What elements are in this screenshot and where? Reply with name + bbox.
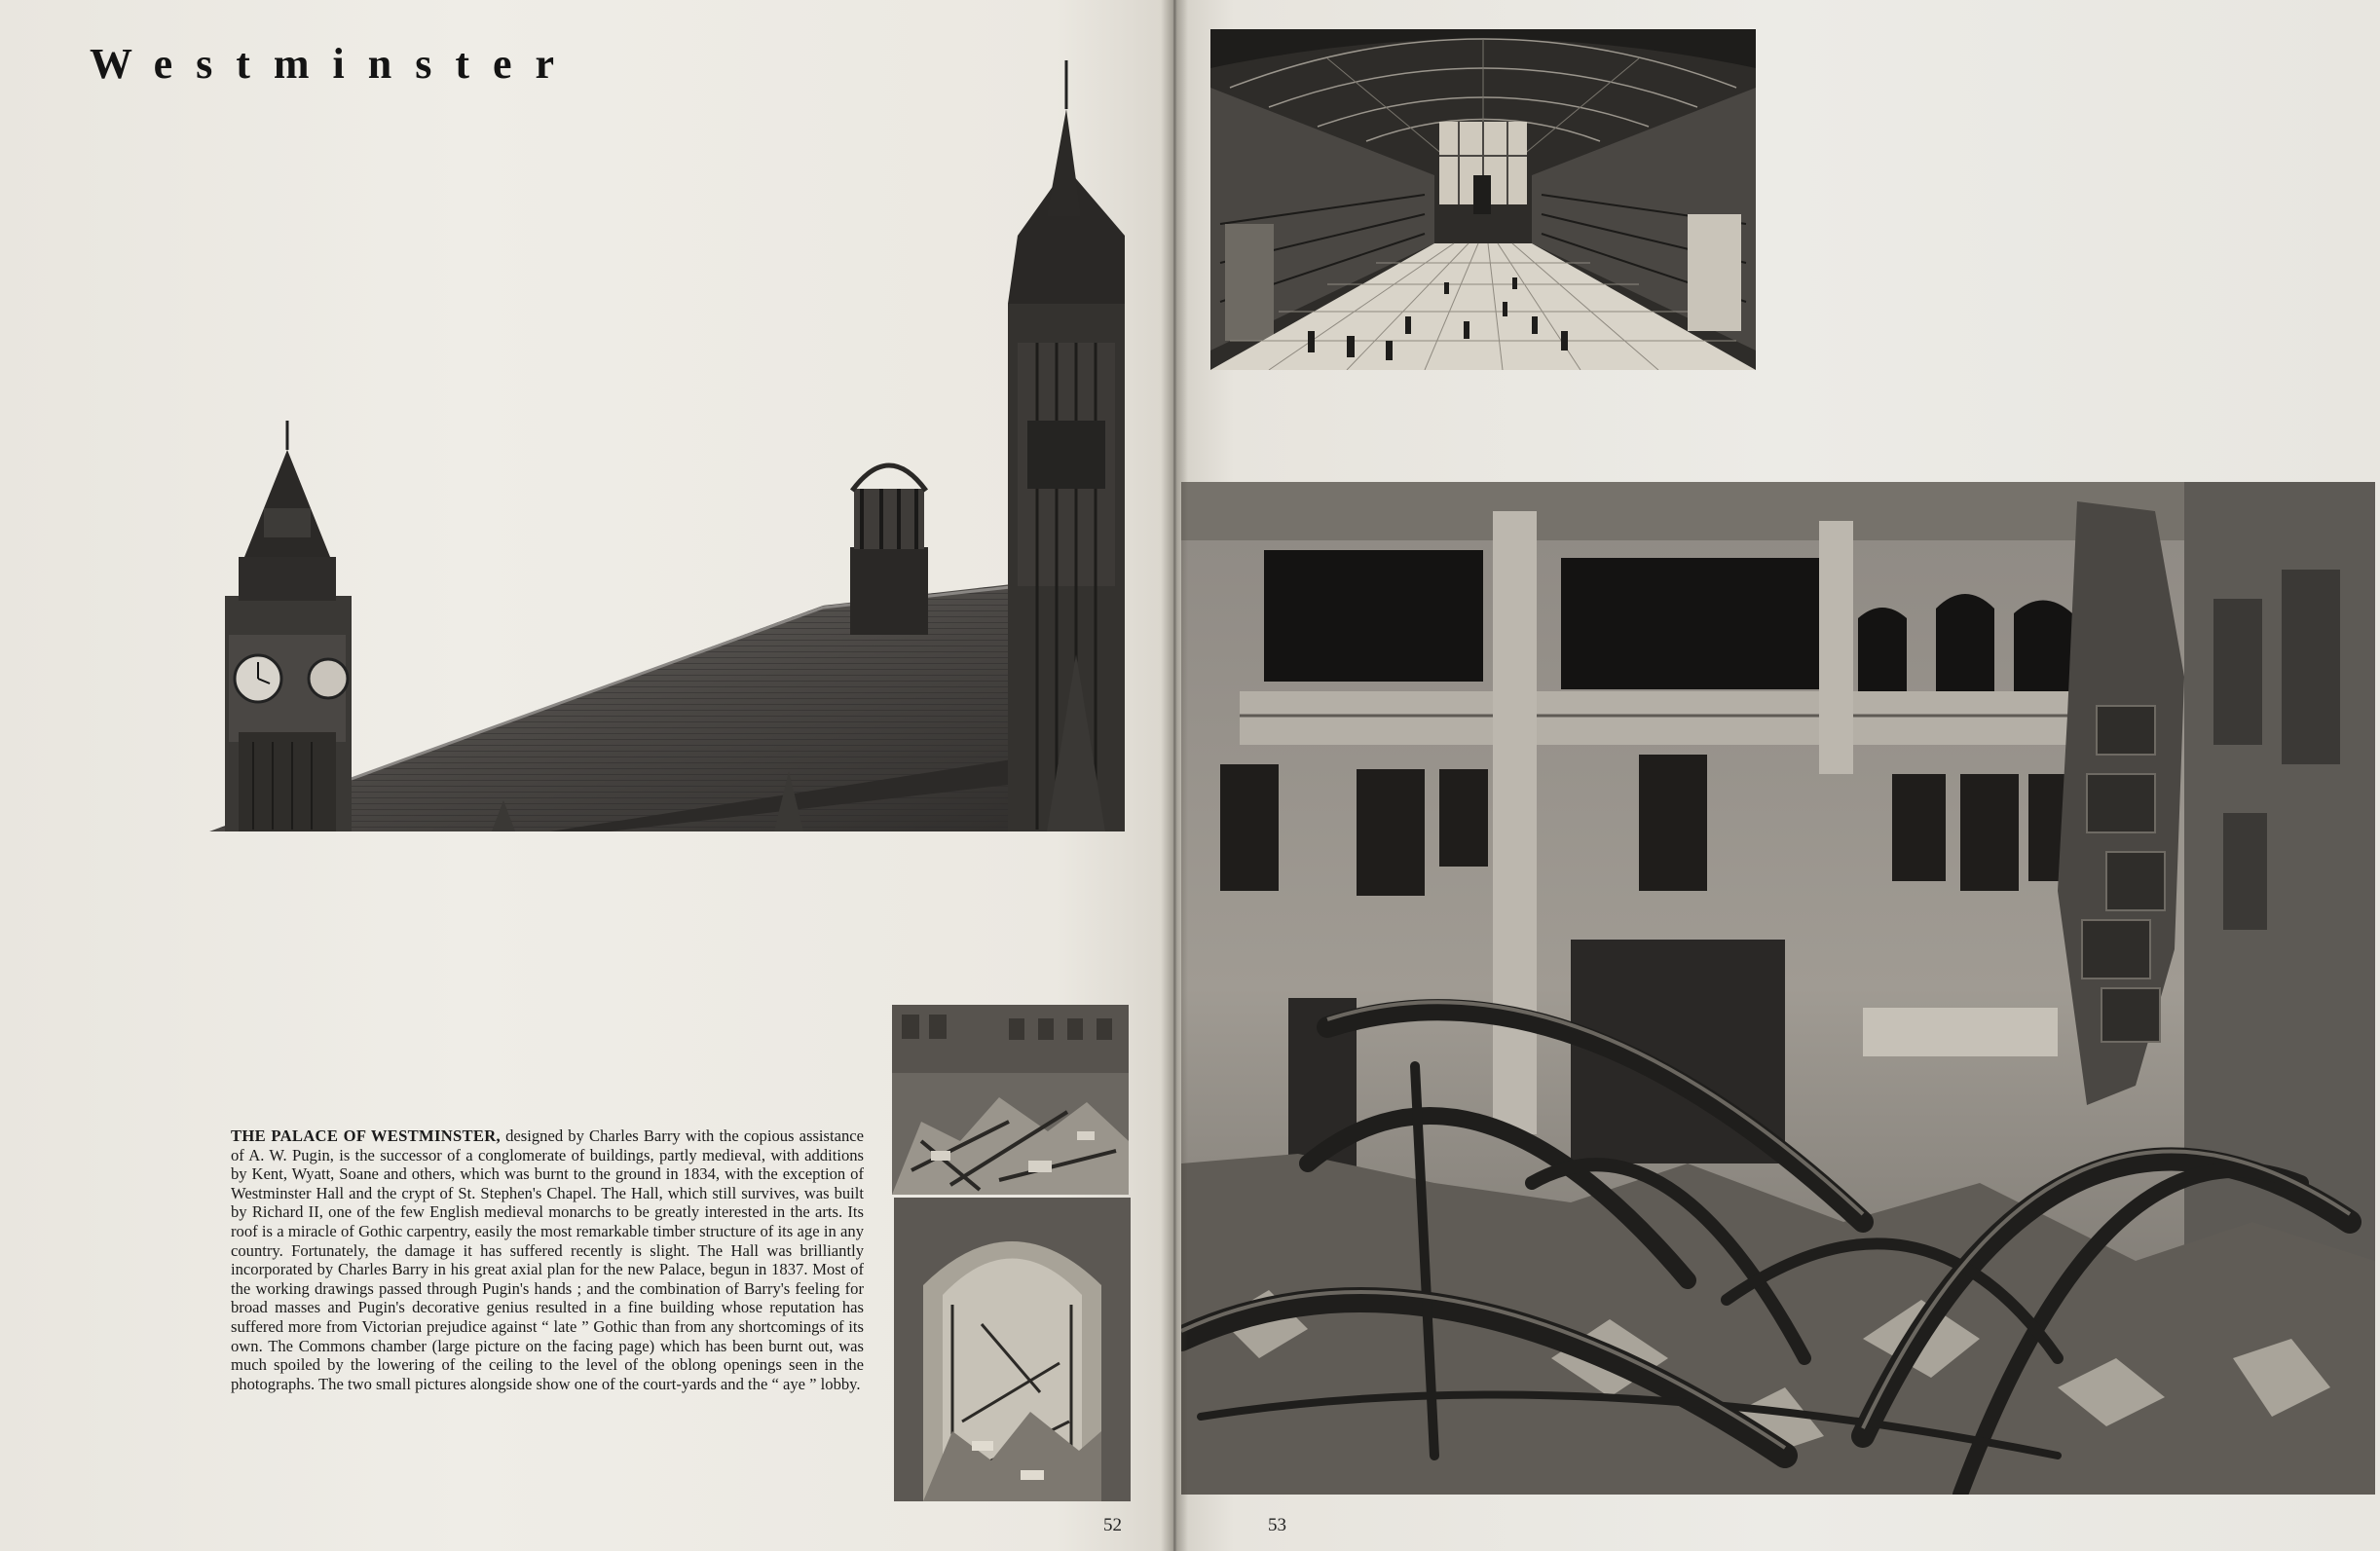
left-page — [0, 0, 1173, 1551]
big-ben-roof-illustration — [200, 51, 1125, 831]
commons-chamber-ruins-photo — [1181, 482, 2375, 1495]
caption-body: designed by Charles Barry with the copious assistance of A. W. Pugin, is the successor of a conglomerate of buildings, partly medieval, with additions by Kent, Wyatt, Soane and others, which was burnt to the ground in 1834, with the exception of Westminster Hall and the crypt of St. Stephen's Chapel. The Hall, which still survives, was built by Richard II, one of the few English medieval monarchs to be greatly interested in the arts. Its roof is a miracle of Gothic carpentry, easily the most remarkable timber structure of its age in any country. Fortunately, the damage it has suffered recently is slight. The Hall was brilliantly incorporated by Charles Barry in his great axial plan for the new Palace, begun in 1837. Most of the working drawings passed through Pugin's hands ; and the combination of Barry's feeling for broad masses and Pugin's decorative genius resulted in a fine building whose reputation has suffered more from Victorian prejudice against “ late ” Gothic than from any shortcomings of its own. The Commons chamber (large picture on the facing page) which has been burnt out, was much spoiled by the lowering of the ceiling to the level of the oblong openings seen in the photographs. The two small pictures alongside show one of the court-yards and the “ aye ” lobby. — [231, 1126, 864, 1393]
hall-engraving-illustration — [1210, 29, 1756, 370]
big-ben-roof-photo — [200, 51, 1125, 831]
aye-lobby-photo — [894, 1198, 1131, 1501]
caption-text — [231, 1126, 864, 1393]
page-number-left: 52 — [1103, 1515, 1122, 1535]
book-gutter — [1161, 0, 1188, 1551]
hall-interior-engraving — [1210, 29, 1756, 370]
courtyard-illustration — [892, 1005, 1129, 1195]
caption-lead: THE PALACE OF WESTMINSTER, — [231, 1126, 501, 1145]
page-heading: Westminster — [90, 40, 578, 88]
commons-ruins-illustration — [1181, 482, 2375, 1495]
courtyard-rubble-photo — [892, 1005, 1129, 1195]
page-number-right: 53 — [1268, 1515, 1286, 1535]
right-page — [1173, 0, 2380, 1551]
aye-lobby-illustration — [894, 1198, 1131, 1501]
